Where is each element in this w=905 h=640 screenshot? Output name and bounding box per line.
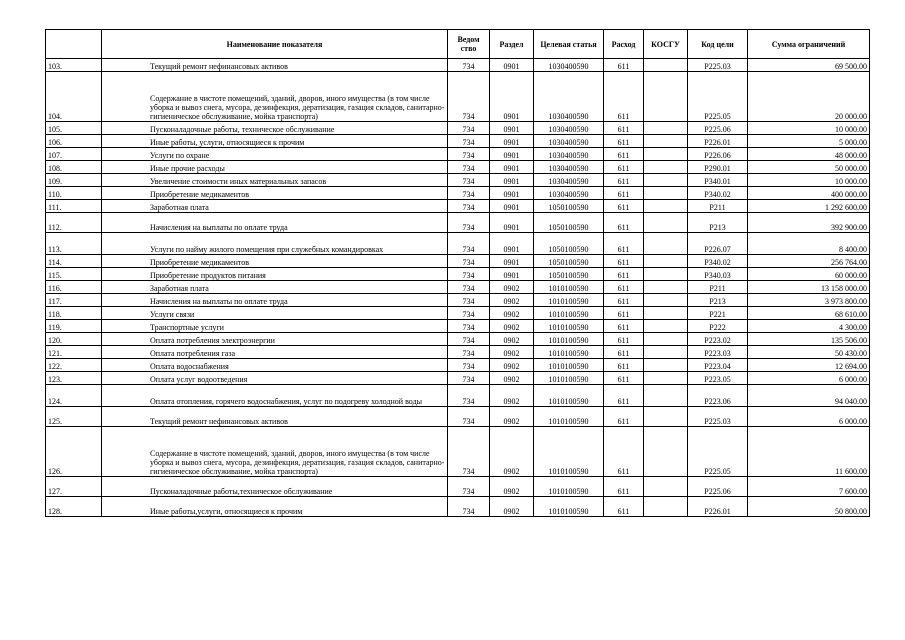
header-name: Наименование показателя bbox=[102, 30, 448, 59]
row-kosgu bbox=[644, 294, 688, 307]
row-expense: 611 bbox=[604, 372, 644, 385]
row-expense: 611 bbox=[604, 307, 644, 320]
row-expense: 611 bbox=[604, 385, 644, 407]
table-row bbox=[46, 372, 870, 385]
row-kosgu bbox=[644, 281, 688, 294]
indicator-text: Увеличение стоимости иных материальных запасов bbox=[150, 177, 327, 186]
row-indicator-name bbox=[102, 477, 448, 497]
row-number: 120. bbox=[46, 333, 102, 346]
row-dept: 734 bbox=[448, 122, 490, 135]
row-expense: 611 bbox=[604, 477, 644, 497]
row-indicator-name bbox=[102, 59, 448, 72]
row-section: 0901 bbox=[490, 59, 534, 72]
row-target-item: 1010100590 bbox=[534, 407, 604, 427]
table-row bbox=[46, 385, 870, 407]
row-goal-code: P225.05 bbox=[688, 72, 748, 122]
row-goal-code: P225.05 bbox=[688, 427, 748, 477]
row-amount: 392 900.00 bbox=[748, 213, 870, 233]
row-number: 119. bbox=[46, 320, 102, 333]
row-target-item: 1030400590 bbox=[534, 59, 604, 72]
header-expense: Расход bbox=[604, 30, 644, 59]
table-row bbox=[46, 333, 870, 346]
table-row bbox=[46, 268, 870, 281]
row-goal-code: P223.04 bbox=[688, 359, 748, 372]
row-number: 127. bbox=[46, 477, 102, 497]
indicator-text: Заработная плата bbox=[150, 284, 209, 293]
row-amount: 6 000.00 bbox=[748, 372, 870, 385]
table-row bbox=[46, 161, 870, 174]
row-number: 124. bbox=[46, 385, 102, 407]
row-number: 118. bbox=[46, 307, 102, 320]
row-expense: 611 bbox=[604, 233, 644, 255]
row-target-item: 1010100590 bbox=[534, 320, 604, 333]
indicator-text: Оплата водоснабжения bbox=[150, 362, 229, 371]
table-row bbox=[46, 255, 870, 268]
row-indicator-name bbox=[102, 307, 448, 320]
row-kosgu bbox=[644, 320, 688, 333]
row-section: 0901 bbox=[490, 268, 534, 281]
row-target-item: 1010100590 bbox=[534, 281, 604, 294]
row-dept: 734 bbox=[448, 346, 490, 359]
row-amount: 10 000.00 bbox=[748, 122, 870, 135]
row-target-item: 1030400590 bbox=[534, 135, 604, 148]
row-indicator-name bbox=[102, 200, 448, 213]
header-num bbox=[46, 30, 102, 59]
row-indicator-name bbox=[102, 233, 448, 255]
row-target-item: 1050100590 bbox=[534, 213, 604, 233]
indicator-text: Оплата отопления, горячего водоснабжения, услуг по подогреву холодной воды bbox=[150, 397, 423, 406]
row-dept: 734 bbox=[448, 359, 490, 372]
row-indicator-name bbox=[102, 187, 448, 200]
table-row bbox=[46, 307, 870, 320]
table-row bbox=[46, 320, 870, 333]
row-section: 0901 bbox=[490, 255, 534, 268]
row-kosgu bbox=[644, 200, 688, 213]
row-target-item: 1010100590 bbox=[534, 333, 604, 346]
row-amount: 5 000.00 bbox=[748, 135, 870, 148]
row-kosgu bbox=[644, 161, 688, 174]
row-target-item: 1050100590 bbox=[534, 255, 604, 268]
row-goal-code: P340.03 bbox=[688, 268, 748, 281]
indicator-text: Иные работы, услуги, относящиеся к прочим bbox=[150, 138, 305, 147]
row-dept: 734 bbox=[448, 174, 490, 187]
row-kosgu bbox=[644, 359, 688, 372]
row-expense: 611 bbox=[604, 187, 644, 200]
row-kosgu bbox=[644, 148, 688, 161]
indicator-text: Приобретение продуктов питания bbox=[150, 271, 266, 280]
table-row bbox=[46, 294, 870, 307]
row-indicator-name bbox=[102, 385, 448, 407]
row-section: 0902 bbox=[490, 281, 534, 294]
row-indicator-name bbox=[102, 161, 448, 174]
row-expense: 611 bbox=[604, 497, 644, 517]
row-section: 0901 bbox=[490, 200, 534, 213]
row-amount: 6 000.00 bbox=[748, 407, 870, 427]
row-number: 123. bbox=[46, 372, 102, 385]
row-number: 128. bbox=[46, 497, 102, 517]
indicator-text: Текущий ремонт нефинансовых активов bbox=[150, 417, 288, 426]
row-dept: 734 bbox=[448, 281, 490, 294]
row-expense: 611 bbox=[604, 294, 644, 307]
table-row bbox=[46, 72, 870, 122]
row-target-item: 1050100590 bbox=[534, 233, 604, 255]
row-kosgu bbox=[644, 255, 688, 268]
row-dept: 734 bbox=[448, 135, 490, 148]
row-target-item: 1010100590 bbox=[534, 307, 604, 320]
row-kosgu bbox=[644, 72, 688, 122]
row-expense: 611 bbox=[604, 174, 644, 187]
row-amount: 11 600.00 bbox=[748, 427, 870, 477]
row-number: 112. bbox=[46, 213, 102, 233]
row-goal-code: P226.01 bbox=[688, 497, 748, 517]
row-section: 0902 bbox=[490, 427, 534, 477]
row-target-item: 1010100590 bbox=[534, 385, 604, 407]
row-goal-code: P223.02 bbox=[688, 333, 748, 346]
row-expense: 611 bbox=[604, 407, 644, 427]
row-kosgu bbox=[644, 407, 688, 427]
row-indicator-name bbox=[102, 268, 448, 281]
row-goal-code: P225.06 bbox=[688, 477, 748, 497]
row-amount: 50 430.00 bbox=[748, 346, 870, 359]
row-number: 105. bbox=[46, 122, 102, 135]
row-amount: 50 800.00 bbox=[748, 497, 870, 517]
row-dept: 734 bbox=[448, 407, 490, 427]
row-target-item: 1030400590 bbox=[534, 161, 604, 174]
row-dept: 734 bbox=[448, 255, 490, 268]
row-amount: 68 610.00 bbox=[748, 307, 870, 320]
row-dept: 734 bbox=[448, 233, 490, 255]
row-kosgu bbox=[644, 307, 688, 320]
row-dept: 734 bbox=[448, 161, 490, 174]
row-dept: 734 bbox=[448, 200, 490, 213]
row-number: 109. bbox=[46, 174, 102, 187]
row-expense: 611 bbox=[604, 320, 644, 333]
row-dept: 734 bbox=[448, 385, 490, 407]
row-number: 110. bbox=[46, 187, 102, 200]
row-goal-code: P340.02 bbox=[688, 187, 748, 200]
row-goal-code: P225.03 bbox=[688, 407, 748, 427]
indicator-text: Услуги связи bbox=[150, 310, 195, 319]
table-row bbox=[46, 346, 870, 359]
row-section: 0901 bbox=[490, 122, 534, 135]
row-section: 0902 bbox=[490, 497, 534, 517]
header-target-item: Целевая статья bbox=[534, 30, 604, 59]
table-header-row bbox=[46, 30, 870, 59]
row-target-item: 1010100590 bbox=[534, 427, 604, 477]
indicator-text: Оплата потребления газа bbox=[150, 349, 236, 358]
table-row bbox=[46, 213, 870, 233]
header-amount: Сумма ограничений bbox=[748, 30, 870, 59]
row-dept: 734 bbox=[448, 372, 490, 385]
row-section: 0902 bbox=[490, 385, 534, 407]
table-row bbox=[46, 59, 870, 72]
row-expense: 611 bbox=[604, 200, 644, 213]
row-kosgu bbox=[644, 497, 688, 517]
row-section: 0901 bbox=[490, 233, 534, 255]
table-row bbox=[46, 187, 870, 200]
row-expense: 611 bbox=[604, 59, 644, 72]
row-number: 125. bbox=[46, 407, 102, 427]
row-goal-code: P211 bbox=[688, 200, 748, 213]
row-kosgu bbox=[644, 233, 688, 255]
row-target-item: 1010100590 bbox=[534, 477, 604, 497]
row-section: 0901 bbox=[490, 135, 534, 148]
row-amount: 48 000.00 bbox=[748, 148, 870, 161]
row-indicator-name bbox=[102, 359, 448, 372]
row-goal-code: P221 bbox=[688, 307, 748, 320]
row-indicator-name bbox=[102, 372, 448, 385]
row-indicator-name bbox=[102, 497, 448, 517]
row-kosgu bbox=[644, 333, 688, 346]
row-section: 0901 bbox=[490, 187, 534, 200]
row-indicator-name bbox=[102, 174, 448, 187]
row-expense: 611 bbox=[604, 161, 644, 174]
row-number: 106. bbox=[46, 135, 102, 148]
row-goal-code: P223.05 bbox=[688, 372, 748, 385]
row-section: 0902 bbox=[490, 346, 534, 359]
indicator-text: Услуги по найму жилого помещения при служебных командировках bbox=[150, 245, 384, 254]
row-amount: 400 000.00 bbox=[748, 187, 870, 200]
indicator-text: Услуги по охране bbox=[150, 151, 210, 160]
row-section: 0901 bbox=[490, 213, 534, 233]
row-indicator-name bbox=[102, 72, 448, 122]
row-amount: 94 040.00 bbox=[748, 385, 870, 407]
row-target-item: 1030400590 bbox=[534, 72, 604, 122]
row-dept: 734 bbox=[448, 187, 490, 200]
row-expense: 611 bbox=[604, 255, 644, 268]
row-dept: 734 bbox=[448, 427, 490, 477]
row-amount: 4 300.00 bbox=[748, 320, 870, 333]
header-kosgu: КОСГУ bbox=[644, 30, 688, 59]
indicator-text: Содержание в чистоте помещений, зданий, дворов, иного имущества (в том числе уборка и вывоз снега, мусора, дезинфекция, дератизация, газация складов, санитарно-гигиеническое обслуживание, мойка транспорта) bbox=[150, 94, 445, 121]
row-section: 0902 bbox=[490, 359, 534, 372]
row-goal-code: P225.06 bbox=[688, 122, 748, 135]
row-expense: 611 bbox=[604, 281, 644, 294]
row-amount: 10 000.00 bbox=[748, 174, 870, 187]
row-amount: 7 600.00 bbox=[748, 477, 870, 497]
row-amount: 69 500.00 bbox=[748, 59, 870, 72]
table-row bbox=[46, 135, 870, 148]
row-indicator-name bbox=[102, 255, 448, 268]
indicator-text: Иные работы,услуги, относящиеся к прочим bbox=[150, 507, 303, 516]
row-target-item: 1010100590 bbox=[534, 294, 604, 307]
row-target-item: 1030400590 bbox=[534, 174, 604, 187]
table-row bbox=[46, 359, 870, 372]
row-amount: 12 694.00 bbox=[748, 359, 870, 372]
row-amount: 8 400.00 bbox=[748, 233, 870, 255]
row-kosgu bbox=[644, 59, 688, 72]
row-goal-code: P223.06 bbox=[688, 385, 748, 407]
row-goal-code: P222 bbox=[688, 320, 748, 333]
row-goal-code: P340.01 bbox=[688, 174, 748, 187]
row-expense: 611 bbox=[604, 427, 644, 477]
row-expense: 611 bbox=[604, 359, 644, 372]
row-number: 117. bbox=[46, 294, 102, 307]
row-kosgu bbox=[644, 174, 688, 187]
row-target-item: 1010100590 bbox=[534, 372, 604, 385]
row-kosgu bbox=[644, 213, 688, 233]
row-kosgu bbox=[644, 122, 688, 135]
row-target-item: 1050100590 bbox=[534, 200, 604, 213]
row-goal-code: P226.01 bbox=[688, 135, 748, 148]
row-expense: 611 bbox=[604, 122, 644, 135]
row-indicator-name bbox=[102, 294, 448, 307]
row-amount: 20 000.00 bbox=[748, 72, 870, 122]
row-expense: 611 bbox=[604, 135, 644, 148]
row-amount: 50 000.00 bbox=[748, 161, 870, 174]
row-amount: 13 158 000.00 bbox=[748, 281, 870, 294]
indicator-text: Начисления на выплаты по оплате труда bbox=[150, 223, 288, 232]
row-section: 0902 bbox=[490, 372, 534, 385]
row-kosgu bbox=[644, 385, 688, 407]
row-number: 111. bbox=[46, 200, 102, 213]
indicator-text: Оплата услуг водоотведения bbox=[150, 375, 248, 384]
row-dept: 734 bbox=[448, 213, 490, 233]
table-row bbox=[46, 233, 870, 255]
row-number: 126. bbox=[46, 427, 102, 477]
header-dept: Ведом ство bbox=[448, 30, 490, 59]
table-row bbox=[46, 200, 870, 213]
row-dept: 734 bbox=[448, 497, 490, 517]
row-kosgu bbox=[644, 187, 688, 200]
row-dept: 734 bbox=[448, 268, 490, 281]
row-kosgu bbox=[644, 268, 688, 281]
row-indicator-name bbox=[102, 148, 448, 161]
row-section: 0902 bbox=[490, 407, 534, 427]
row-goal-code: P340.02 bbox=[688, 255, 748, 268]
row-target-item: 1010100590 bbox=[534, 359, 604, 372]
row-section: 0901 bbox=[490, 161, 534, 174]
row-number: 114. bbox=[46, 255, 102, 268]
row-goal-code: P290.01 bbox=[688, 161, 748, 174]
row-kosgu bbox=[644, 372, 688, 385]
table-row bbox=[46, 122, 870, 135]
row-goal-code: P226.06 bbox=[688, 148, 748, 161]
row-target-item: 1030400590 bbox=[534, 148, 604, 161]
row-number: 113. bbox=[46, 233, 102, 255]
table-row bbox=[46, 497, 870, 517]
row-target-item: 1030400590 bbox=[534, 122, 604, 135]
row-section: 0902 bbox=[490, 294, 534, 307]
row-kosgu bbox=[644, 346, 688, 359]
row-kosgu bbox=[644, 427, 688, 477]
row-dept: 734 bbox=[448, 294, 490, 307]
row-expense: 611 bbox=[604, 148, 644, 161]
indicator-text: Иные прочие расходы bbox=[150, 164, 225, 173]
row-goal-code: P226.07 bbox=[688, 233, 748, 255]
row-number: 107. bbox=[46, 148, 102, 161]
row-section: 0901 bbox=[490, 148, 534, 161]
row-indicator-name bbox=[102, 320, 448, 333]
row-amount: 60 000.00 bbox=[748, 268, 870, 281]
row-kosgu bbox=[644, 135, 688, 148]
row-dept: 734 bbox=[448, 72, 490, 122]
row-indicator-name bbox=[102, 122, 448, 135]
row-indicator-name bbox=[102, 407, 448, 427]
table-row bbox=[46, 427, 870, 477]
row-expense: 611 bbox=[604, 333, 644, 346]
row-number: 115. bbox=[46, 268, 102, 281]
table-row bbox=[46, 281, 870, 294]
indicator-text: Текущий ремонт нефинансовых активов bbox=[150, 62, 288, 71]
indicator-text: Начисления на выплаты по оплате труда bbox=[150, 297, 288, 306]
row-expense: 611 bbox=[604, 213, 644, 233]
row-indicator-name bbox=[102, 346, 448, 359]
table-row bbox=[46, 407, 870, 427]
row-indicator-name bbox=[102, 135, 448, 148]
row-dept: 734 bbox=[448, 333, 490, 346]
row-number: 116. bbox=[46, 281, 102, 294]
row-number: 121. bbox=[46, 346, 102, 359]
row-expense: 611 bbox=[604, 72, 644, 122]
row-target-item: 1030400590 bbox=[534, 187, 604, 200]
budget-limits-table bbox=[45, 29, 870, 517]
row-expense: 611 bbox=[604, 268, 644, 281]
row-expense: 611 bbox=[604, 346, 644, 359]
table-row bbox=[46, 174, 870, 187]
row-number: 108. bbox=[46, 161, 102, 174]
row-goal-code: P225.03 bbox=[688, 59, 748, 72]
row-goal-code: P223.03 bbox=[688, 346, 748, 359]
indicator-text: Пусконаладочные работы, техническое обслуживание bbox=[150, 125, 335, 134]
row-amount: 256 764.00 bbox=[748, 255, 870, 268]
row-indicator-name bbox=[102, 427, 448, 477]
indicator-text: Приобретение медикаментов bbox=[150, 190, 250, 199]
row-dept: 734 bbox=[448, 307, 490, 320]
row-dept: 734 bbox=[448, 59, 490, 72]
row-kosgu bbox=[644, 477, 688, 497]
row-target-item: 1010100590 bbox=[534, 497, 604, 517]
row-goal-code: P213 bbox=[688, 294, 748, 307]
table-row bbox=[46, 148, 870, 161]
row-amount: 3 973 800.00 bbox=[748, 294, 870, 307]
row-indicator-name bbox=[102, 281, 448, 294]
row-number: 122. bbox=[46, 359, 102, 372]
row-section: 0902 bbox=[490, 477, 534, 497]
row-section: 0902 bbox=[490, 307, 534, 320]
row-indicator-name bbox=[102, 333, 448, 346]
row-dept: 734 bbox=[448, 320, 490, 333]
row-section: 0902 bbox=[490, 333, 534, 346]
indicator-text: Приобретение медикаментов bbox=[150, 258, 250, 267]
row-amount: 135 506.00 bbox=[748, 333, 870, 346]
row-number: 104. bbox=[46, 72, 102, 122]
header-section: Раздел bbox=[490, 30, 534, 59]
row-goal-code: P211 bbox=[688, 281, 748, 294]
row-section: 0901 bbox=[490, 72, 534, 122]
row-section: 0902 bbox=[490, 320, 534, 333]
indicator-text: Оплата потребления электроэнергии bbox=[150, 336, 275, 345]
row-dept: 734 bbox=[448, 477, 490, 497]
row-goal-code: P213 bbox=[688, 213, 748, 233]
indicator-text: Заработная плата bbox=[150, 203, 209, 212]
table-row bbox=[46, 477, 870, 497]
indicator-text: Транспортные услуги bbox=[150, 323, 224, 332]
row-target-item: 1050100590 bbox=[534, 268, 604, 281]
row-amount: 1 292 600.00 bbox=[748, 200, 870, 213]
indicator-text: Содержание в чистоте помещений, зданий, дворов, иного имущества (в том числе уборка и вывоз снега, мусора, дезинфекция, дератизация, газация складов, санитарно-гигиеническое обслуживание, мойка транспорта) bbox=[150, 449, 445, 476]
row-indicator-name bbox=[102, 213, 448, 233]
row-dept: 734 bbox=[448, 148, 490, 161]
header-goal-code: Код цели bbox=[688, 30, 748, 59]
row-section: 0901 bbox=[490, 174, 534, 187]
indicator-text: Пусконаладочные работы,техническое обслуживание bbox=[150, 487, 333, 496]
row-number: 103. bbox=[46, 59, 102, 72]
row-target-item: 1010100590 bbox=[534, 346, 604, 359]
